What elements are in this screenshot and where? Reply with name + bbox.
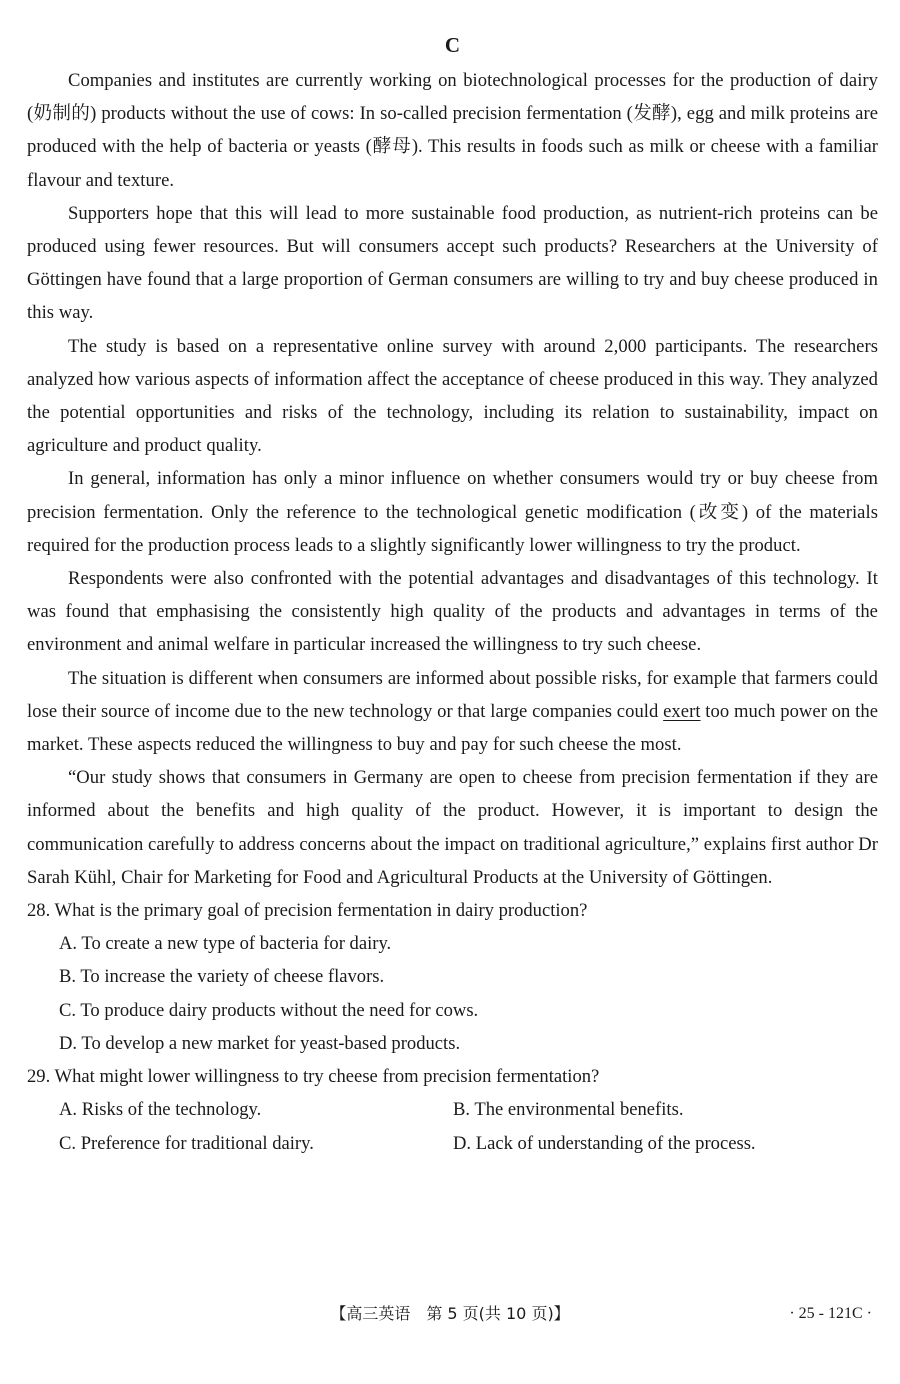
passage-paragraph-2: Supporters hope that this will lead to more sustainable food production, as nutrient-rich proteins can be produced using fewer resources. But will consumers accept such products? Researchers at the University of Göttingen have found that a large proportion of German consumers are willing to try and buy cheese produced in this way. [27, 202, 878, 324]
question-28 [27, 894, 878, 1060]
question-28-option-c: C. To produce dairy products without the need for cows. [59, 999, 479, 1021]
passage-paragraph-4: In general, information has only a minor influence on whether consumers would try or buy cheese from precision fermentation. Only the reference to the technological genetic modification (改变) of the materials required for the production process leads to a slightly significantly lower willingness to try the product. [27, 468, 878, 556]
paragraph-6-text-after: too much power on the market. These aspects reduced the willingness to buy and pay for such cheese the most. [27, 700, 878, 756]
footer-exam-code: · 25 - 121C · [789, 1305, 872, 1322]
question-29-option-a: A. Risks of the technology. [59, 1099, 262, 1121]
reading-passage [27, 64, 878, 894]
section-letter: C [444, 33, 461, 57]
page-footer [0, 1302, 900, 1326]
passage-paragraph-3: The study is based on a representative online survey with around 2,000 participants. The researchers analyzed how various aspects of information affect the acceptance of cheese produced in this way. They analyzed the potential opportunities and risks of the technology, including its relation to sustainability, impact on agriculture and product quality. [27, 335, 878, 457]
question-29-options-row-2 [59, 1127, 878, 1160]
passage-paragraph-7: “Our study shows that consumers in Germany are open to cheese from precision fermentation if they are informed about the benefits and high quality of the product. However, it is important to design the communication carefully to address concerns about the impact on traditional agriculture,” explains first author Dr Sarah Kühl, Chair for Marketing for Food and Agricultural Products at the University of Göttingen. [27, 767, 878, 888]
question-29-option-c: C. Preference for traditional dairy. [59, 1132, 314, 1154]
passage-paragraph-5: Respondents were also confronted with the potential advantages and disadvantages of this technology. It was found that emphasising the consistently high quality of the products and advantages in terms of the environment and animal welfare in particular increased the willingness to try such cheese. [27, 568, 878, 656]
passage-paragraph-1: Companies and institutes are currently working on biotechnological processes for the production of dairy (奶制的) products without the use of cows: In so-called precision fermentation (发酵), egg and milk proteins are produced with the help of bacteria or yeasts (酵母). This results in foods such as milk or cheese with a familiar flavour and texture. [27, 70, 878, 191]
footer-page-info: 【高三英语 第 5 页(共 10 页)】 [330, 1304, 570, 1323]
passage-paragraph-6 [27, 662, 878, 762]
question-28-option-a: A. To create a new type of bacteria for dairy. [59, 933, 392, 955]
question-29 [27, 1060, 878, 1160]
question-29-options-row-1 [59, 1093, 878, 1126]
question-28-option-b: B. To increase the variety of cheese flavors. [59, 966, 385, 988]
question-29-option-d: D. Lack of understanding of the process. [453, 1132, 756, 1154]
question-28-stem: 28. What is the primary goal of precision fermentation in dairy production? [27, 900, 588, 922]
question-29-stem: 29. What might lower willingness to try cheese from precision fermentation? [27, 1066, 600, 1088]
question-29-option-b: B. The environmental benefits. [453, 1099, 684, 1121]
question-28-option-d: D. To develop a new market for yeast-based products. [59, 1032, 461, 1054]
paragraph-6-text-before: The situation is different when consumers are informed about possible risks, for example that farmers could lose their source of income due to the new technology or that large companies could [27, 667, 878, 722]
underlined-word-exert: exert [663, 700, 701, 722]
